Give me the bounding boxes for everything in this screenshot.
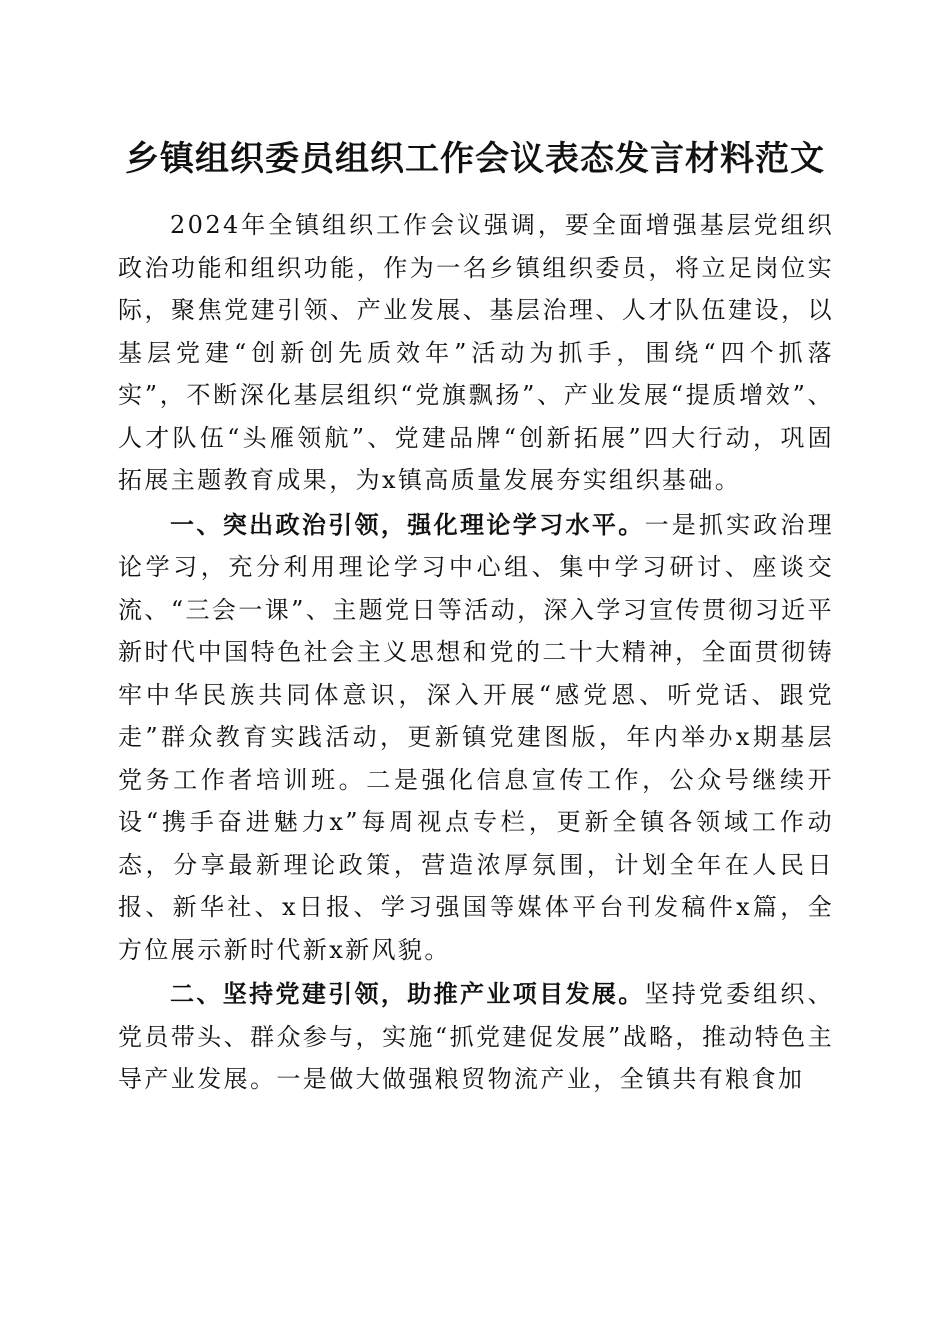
section-1-heading: 一、突出政治引领，强化理论学习水平。	[170, 510, 645, 539]
section-2-heading: 二、坚持党建引领，助推产业项目发展。	[170, 980, 645, 1008]
paragraph-section-2	[118, 973, 834, 1101]
paragraph-section-1	[118, 504, 834, 972]
section-1-text: 一是抓实政治理论学习，充分利用理论学习中心组、集中学习研讨、座谈交流、“三会一课”、主题党日等活动，深入学习宣传贯彻习近平新时代中国特色社会主义思想和党的二十大精神，全面贯彻铸牢中华民族共同体意识，深入开展“感党恩、听党话、跟党走”群众教育实践活动，更新镇党建图版，年内举办x期基层党务工作者培训班。二是强化信息宣传工作，公众号继续开设“携手奋进魅力x”每周视点专栏，更新全镇各领域工作动态，分享最新理论政策，营造浓厚氛围，计划全年在人民日报、新华社、x日报、学习强国等媒体平台刊发稿件x篇，全方位展示新时代新x新风貌。	[118, 510, 834, 964]
paragraph-intro-text: 2024年全镇组织工作会议强调，要全面增强基层党组织政治功能和组织功能，作为一名乡镇组织委员，将立足岗位实际，聚焦党建引领、产业发展、基层治理、人才队伍建设，以基层党建“创新创先质效年”活动为抓手，围绕“四个抓落实”，不断深化基层组织“党旗飘扬”、产业发展“提质增效”、人才队伍“头雁领航”、党建品牌“创新拓展”四大行动，巩固拓展主题教育成果，为x镇高质量发展夯实组织基础。	[118, 211, 834, 494]
document-body	[118, 204, 834, 1101]
paragraph-intro	[118, 204, 834, 502]
document-title: 乡镇组织委员组织工作会议表态发言材料范文	[125, 139, 825, 179]
section-2-text: 坚持党委组织、党员带头、群众参与，实施“抓党建促发展”战略，推动特色主导产业发展。一是做大做强粮贸物流产业，全镇共有粮食加	[118, 980, 834, 1093]
